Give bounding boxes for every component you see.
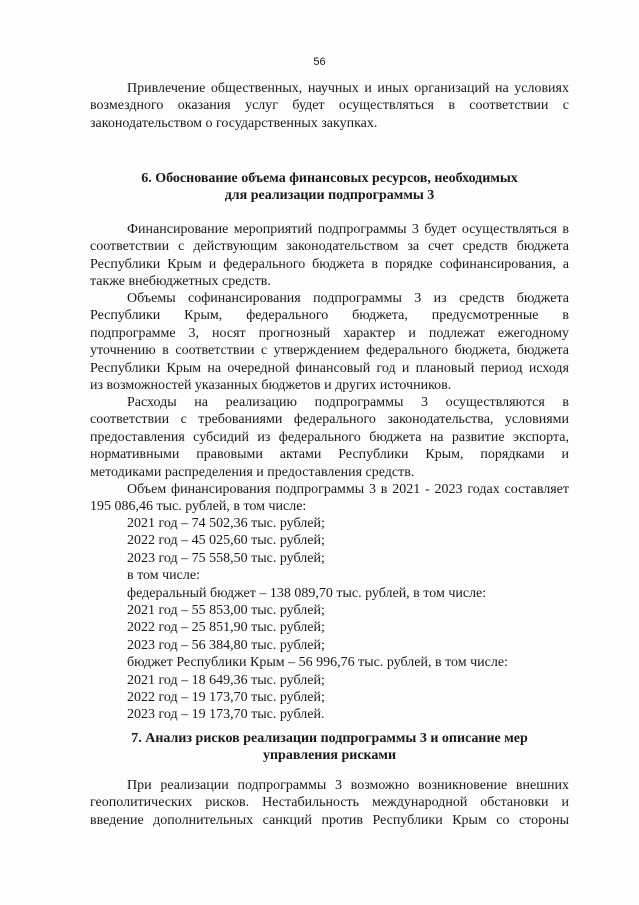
paragraph-intro xyxy=(90,80,569,132)
list-item: в том числе: xyxy=(127,568,200,584)
text-line: предоставления субсидий из федерального бюджета на развитие экспорта, xyxy=(90,429,569,445)
list-item: федеральный бюджет – 138 089,70 тыс. рублей, в том числе: xyxy=(127,585,487,601)
text-line: Республики Крым и федерального бюджета в порядке софинансирования, а xyxy=(90,256,569,272)
heading-line: 6. Обоснование объема финансовых ресурсов, необходимых xyxy=(141,171,518,186)
text-line: возмездного оказания услуг будет осуществляться в соответствии с xyxy=(90,98,569,114)
funding-list xyxy=(127,515,569,724)
list-item: 2021 год – 74 502,36 тыс. рублей; xyxy=(127,516,325,531)
heading-line: для реализации подпрограммы 3 xyxy=(224,188,435,204)
text-line: также внебюджетных средств. xyxy=(90,274,271,290)
text-line: нормативными правовыми актами Республики Крым, порядками и xyxy=(90,447,569,463)
text-line: соответствии с действующим законодательством за счет средств бюджета xyxy=(90,239,569,255)
list-item: 2023 год – 19 173,70 тыс. рублей. xyxy=(127,707,325,723)
text-line: законодательством о государственных закупках. xyxy=(90,115,378,131)
section-heading-7 xyxy=(90,730,569,765)
text-line: Республики Крым, федерального бюджета, предусмотренные в xyxy=(90,308,569,324)
text-line: 195 086,46 тыс. рублей, в том числе: xyxy=(90,499,307,515)
text-line: геополитических рисков. Нестабильность международной обстановки и xyxy=(90,795,569,811)
text-line: методиками распределения и предоставления средств. xyxy=(90,464,415,480)
text-line: Финансирование мероприятий подпрограммы 3 будет осуществляться в xyxy=(127,222,569,237)
list-item: 2022 год – 19 173,70 тыс. рублей; xyxy=(127,690,325,706)
paragraph-financing-3 xyxy=(90,394,569,481)
text-line: При реализации подпрограммы 3 возможно возникновение внешних xyxy=(127,778,569,793)
list-item: 2022 год – 25 851,90 тыс. рублей; xyxy=(127,620,325,636)
paragraph-financing-2 xyxy=(90,290,569,394)
list-item: 2022 год – 45 025,60 тыс. рублей; xyxy=(127,533,325,549)
list-item: 2021 год – 18 649,36 тыс. рублей; xyxy=(127,672,325,688)
text-line: из возможностей указанных бюджетов и других источников. xyxy=(90,378,452,394)
text-line: уточнению в соответствии с утверждением федерального бюджета, бюджета xyxy=(90,343,569,359)
text-line: введение дополнительных санкций против Республики Крым со стороны xyxy=(90,812,569,828)
text-line: Объем финансирования подпрограммы 3 в 2021 - 2023 годах составляет xyxy=(127,482,569,497)
text-line: Привлечение общественных, научных и иных организаций на условиях xyxy=(127,81,569,96)
text-line: Республики Крым на очередной финансовый год и плановый период исходя xyxy=(90,360,569,376)
list-item: 2023 год – 75 558,50 тыс. рублей; xyxy=(127,550,325,566)
text-line: соответствии с требованиями федерального законодательства, условиями xyxy=(90,412,569,428)
heading-line: управления рисками xyxy=(262,748,397,764)
section-heading-6 xyxy=(90,170,569,205)
text-line: Расходы на реализацию подпрограммы 3 осуществляются в xyxy=(127,395,569,410)
text-line: подпрограмме 3, носят прогнозный характер и подлежат ежегодному xyxy=(90,325,569,341)
text-line: Объемы софинансирования подпрограммы 3 из средств бюджета xyxy=(127,291,569,306)
paragraph-financing-1 xyxy=(90,221,569,291)
paragraph-financing-4 xyxy=(90,481,569,516)
list-item: 2023 год – 56 384,80 тыс. рублей; xyxy=(127,637,325,653)
paragraph-risk xyxy=(90,777,569,829)
heading-line: 7. Анализ рисков реализации подпрограммы 3 и описание мер xyxy=(131,731,528,746)
page-number: 56 xyxy=(313,56,326,68)
list-item: 2021 год – 55 853,00 тыс. рублей; xyxy=(127,603,325,619)
list-item: бюджет Республики Крым – 56 996,76 тыс. рублей, в том числе: xyxy=(127,655,508,671)
